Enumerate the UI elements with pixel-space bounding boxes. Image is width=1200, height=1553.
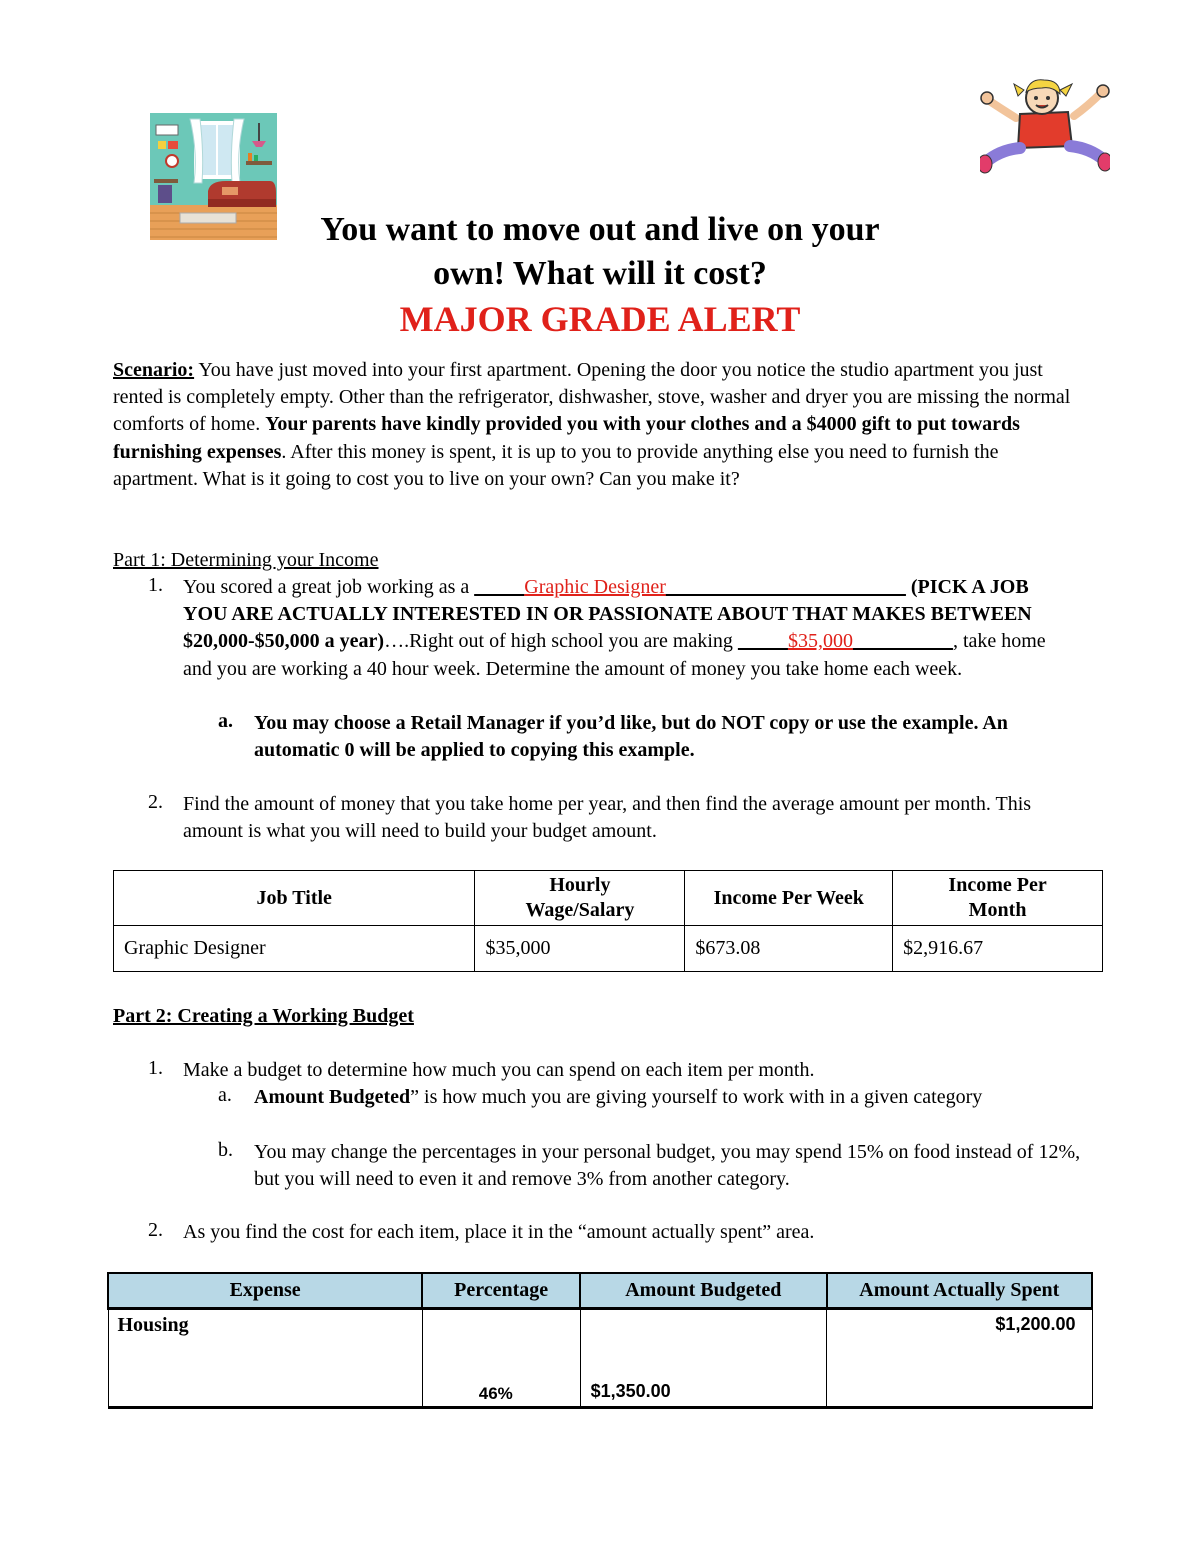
part1-heading: Part 1: Determining your Income (113, 549, 379, 571)
page-title-line-2: own! What will it cost? (433, 255, 767, 292)
part1-item1-text (183, 574, 1073, 683)
budget-header-percentage: Percentage (422, 1273, 580, 1309)
housing-spent: $1,200.00 (995, 1314, 1076, 1334)
budget-cell-expense (108, 1309, 422, 1408)
salary-blank-post: __________ (852, 630, 953, 653)
scenario-text-2: . After this money is spent, it is up to you to provide anything else you need to furnish the apartment. What is it going to cost you to live on your own? Can you make it? (113, 440, 999, 490)
table-row (114, 926, 1103, 972)
part2-sub-b-text: You may change the percentages in your personal budget, you may spend 15% on food instead of 12%, but you will need to even it and remove 3% from another category. (254, 1141, 1081, 1191)
income-header-job-title: Job Title (114, 871, 475, 926)
jumping-girl-icon (980, 78, 1110, 178)
housing-percentage: 46% (478, 1384, 513, 1403)
income-cell-salary: $35,000 (475, 926, 685, 972)
budget-header-expense: Expense (108, 1273, 422, 1309)
income-table (113, 870, 1103, 972)
income-header-per-week: Income Per Week (685, 871, 893, 926)
income-header-per-month: Income Per Month (893, 871, 1103, 926)
part2-item2-number: 2. (148, 1219, 163, 1241)
part2-item1-number: 1. (148, 1057, 163, 1079)
budget-header-amount-budgeted: Amount Budgeted (580, 1273, 827, 1309)
part2-sub-a-rest: ” is how much you are giving yourself to work with in a given category (410, 1086, 983, 1108)
item1-pre: You scored a great job working as a (183, 576, 475, 598)
part1-item2-number: 2. (148, 791, 163, 813)
item1-mid: ….Right out of high school you are making (384, 630, 738, 653)
part1-sub-a-text: You may choose a Retail Manager if you’d like, but do NOT copy or use the example. An automatic 0 will be applied to copying this example. (254, 712, 1008, 762)
budget-table-header-row (108, 1273, 1092, 1309)
expense-housing: Housing (117, 1314, 189, 1336)
part2-item1-text: Make a budget to determine how much you can spend on each item per month. (183, 1059, 815, 1081)
part1-sub-a-label: a. (218, 710, 233, 732)
scenario-label: Scenario: (113, 359, 195, 381)
scenario-paragraph (113, 357, 1088, 493)
job-answer: Graphic Designer (524, 576, 666, 598)
income-table-header-row (114, 871, 1103, 926)
part2-sub-a-label: a. (218, 1084, 232, 1106)
budget-table (107, 1272, 1093, 1409)
scenario-text-1: You have just moved into your first apartment. Opening the door you notice the studio apartment you just rented is completely empty. Other than the refrigerator, dishwasher, stove, washer and dryer you are missing the normal comforts of home. (113, 359, 1071, 436)
major-grade-alert: MAJOR GRADE ALERT (399, 299, 801, 339)
table-row (108, 1309, 1092, 1408)
part2-heading: Part 2: Creating a Working Budget (113, 1005, 414, 1027)
budget-cell-budgeted (580, 1309, 827, 1408)
housing-budgeted: $1,350.00 (590, 1381, 671, 1401)
part2-sub-b-label: b. (218, 1139, 233, 1161)
budget-header-amount-spent: Amount Actually Spent (827, 1273, 1092, 1309)
salary-answer: $35,000 (787, 630, 853, 653)
budget-cell-spent (827, 1309, 1092, 1408)
job-blank-post: ________________________ (665, 576, 906, 598)
income-cell-per-week: $673.08 (685, 926, 893, 972)
item1-bold-instruction: (PICK A JOB YOU ARE ACTUALLY INTERESTED IN OR PASSIONATE ABOUT THAT MAKES BETWEEN $20,000-$50,000 a year) (183, 576, 1032, 653)
budget-cell-percentage (422, 1309, 580, 1408)
part1-item2-text: Find the amount of money that you take home per year, and then find the average amount per month. This amount is what you will need to build your budget amount. (183, 793, 1032, 843)
part2-item2-text: As you find the cost for each item, place it in the “amount actually spent” area. (183, 1221, 815, 1243)
scenario-bold-text: Your parents have kindly provided you with your clothes and a $4000 gift to put towards furnishing expenses (113, 413, 1020, 463)
amount-budgeted-term: Amount Budgeted (254, 1086, 411, 1108)
income-cell-per-month: $2,916.67 (893, 926, 1103, 972)
part1-item1-number: 1. (148, 574, 163, 596)
job-blank-pre: _____ (474, 576, 525, 598)
page-title-line-1: You want to move out and live on your (320, 211, 880, 248)
income-header-hourly-wage: Hourly Wage/Salary (475, 871, 685, 926)
item1-post: , take home and you are working a 40 hour week. Determine the amount of money you take home each week. (183, 630, 1046, 680)
income-cell-job-title: Graphic Designer (114, 926, 475, 972)
part2-sub-a-text (254, 1084, 1084, 1111)
salary-blank-pre: _____ (737, 630, 788, 653)
